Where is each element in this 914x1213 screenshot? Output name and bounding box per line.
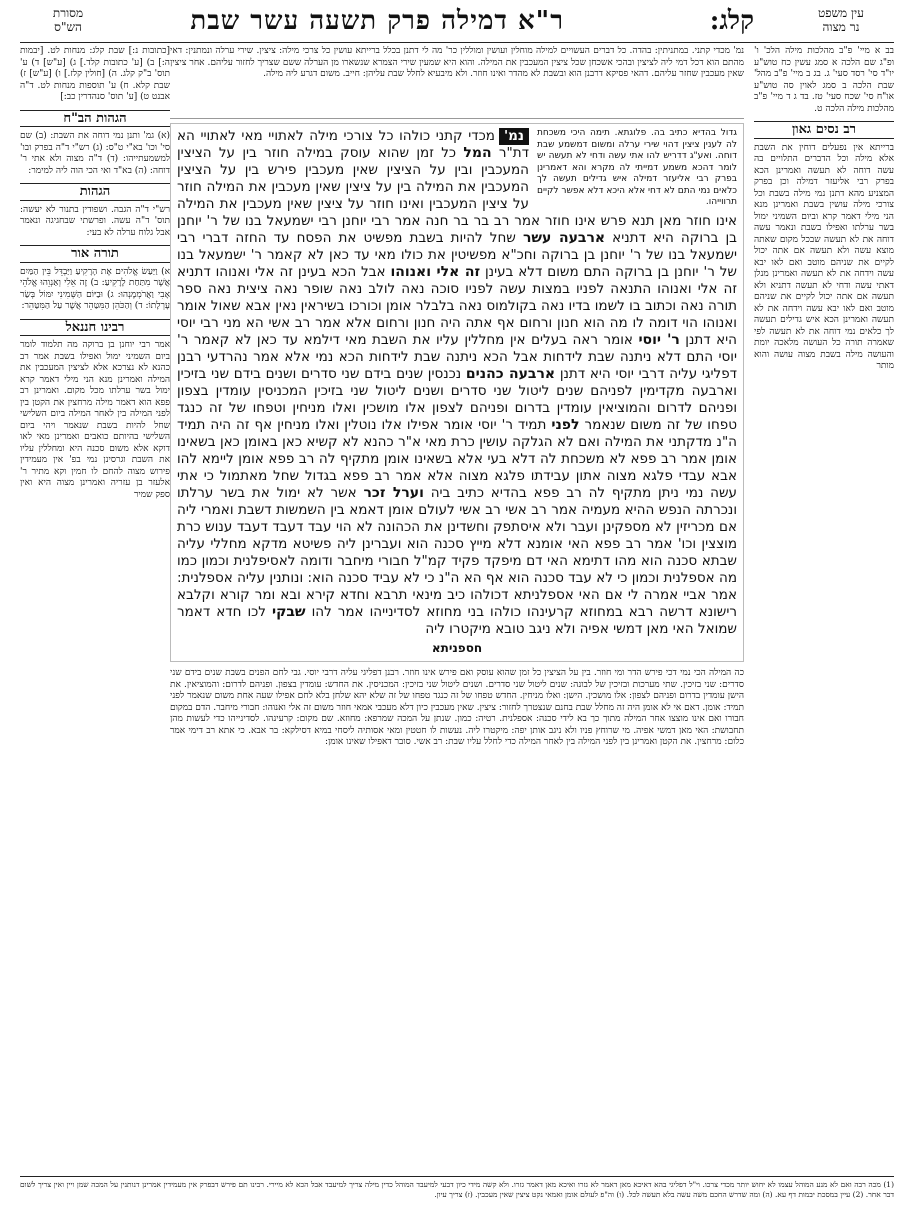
gemara-bold-7: וערל זכר	[363, 485, 424, 501]
rashi-commentary-top: נמ' מכדי קתני. במתניתין: בהדה. כל דברים העשויים למילה מוחלין ועושין ומוללין כר' מה לי דתנן בכלל ברייתא עושין כל צרכי מילה: ציצין. שירי ערלה ונמתנין: דאי מהתם הוא דכל דמי ליה לציצין ובהכי אשכחן שכל ציצין המעכבין את המילה. והוא היא שמעין שירי הצמרא שנשארו מן הערלה ששם שצריך לחזור עליהם. אחר ציצין שאין מעכבין שחזר עליהם. דהאי פסיקא דרבנן הוא ובשבת לא מהדר ואינו חוזר. ולא מיבעיא לחלל שבת עליהן: חייב. משום דגרע ליה מילה.	[170, 46, 744, 119]
gemara-bold-5: ארבעה כהנים	[465, 366, 556, 382]
ein-mishpat-label-line-1: עין משפט	[818, 6, 864, 20]
rav-nissim-title: רב נסים גאון	[754, 121, 894, 139]
torah-or-title: תורה אור	[20, 245, 170, 263]
tosafot-inset: גדול בהדיא כתיב בה. פלוגתא. תימה היכי משכחת לה לענין ציצין דהוי שירי ערלה ומשום דמשמע שבת דוחה. ואע"ג דדריש להו אתי עשה ודחי לא תעשה יש לומר דהכא משמע דמייתי לה מקרא והא דאמרינן בפרק רבי אליעזר דמילה איש גדילים תעשה לך כלאים נמי התם לא דחי אלא היכא דלא אפשר לקיים תרווייהו.	[537, 128, 737, 207]
masoret-label-line-1: מסורת	[52, 6, 84, 20]
right-margin-column	[754, 46, 894, 1156]
gemara-bold-2: ארבעה עשר	[522, 230, 606, 246]
gemara-text-7: תמיד ר' יוסי אומר אפילו אלו נוטלין ואלו מניחין אף זה היה תמיד ה"נ מדקתני את המילה ואם לא הגלקה עושין כרת מאי א"ר כהנא לא קשיא כאן באומן כאן בשאינו אומן אמר רב פפא לא משכחת לה דלא בעי אלא בשאינו אומן מתקיף לה רב פפא אומן ליימא להו אבא עבדי פלגא מצוה אתון עבידתו פלגא מצוה אלא אמר רב פפא בגדול שחל מאתמול כי אתי עשה נמי ניתן מתקיף לה רב פפא בהדיא כתיב ביה	[177, 417, 737, 501]
masoret-hashas-text: [כתובות נ:] שבת קלג: מנחות לט. [יבמות ה:] ב) [ע' כתובות קלד.] ג) [ע"ש] ד) ע' תוס' ב"ק קלג. ה) [חולין קלז.] ו) [ע"ש] ז) שבת קלא. ח) ע' תוספות מנחות לט. ד"ה אבנט ט) [ע' תוס' סנהדרין כב:]	[20, 46, 170, 102]
page-header	[20, 4, 894, 43]
torah-or-text: א) וַיַּעַשׂ אֱלֹהִים אֶת הָרָקִיעַ וַיַּבְדֵּל בֵּין הַמַּיִם אֲשֶׁר מִתַּחַת לָרָקִיעַ: ב) זֶה אֵלִי וְאַנְוֵהוּ אֱלֹהֵי אָבִי וַאֲרֹמְמֶנְהוּ: ג) וּבַיּוֹם הַשְּׁמִינִי יִמּוֹל בְּשַׂר עָרְלָתוֹ: ד) וְהַכֹּהֵן הַמִּטַּהֵר אֲשֶׁר עַל הַמִּטַּהֵר:	[20, 266, 170, 311]
hagahot-habach-title: הגהות הב"ח	[20, 110, 170, 128]
gemara-bold-3: זה אלי ואנוהו	[390, 264, 481, 280]
bottom-footnotes: (1) מכה רבה ואם לא מנע המוהל עצמו לא יחוש יותר מכדי צרכו. וי"ל דפליגי בהא דאיכא מאן דאמר לא גזרו ואיכא מאן דאמר גזרו. ולא קשה מידי כיון דבעי למיעבד המוהל כדין מילה צריך למיעבד אבל הכא לא מיירי. רבינו תם פירש דבפרק אין מעמידין אמרינן דנותנין על המכה שמן ויין ואין צריך לשום דבר אחר. (2) עיין במסכת יבמות דף עא. (ה) ומה שדרש החכם משה עשה בלא תעשה לכל. (ו) וה"פ לעולם אומן ואמאי נקט ציצין שאין מעכבין. (ז) צריך עיון.	[20, 1176, 894, 1199]
gemara-text-4: אבל הכא בעינן זה אלי ואנוהו דתניא זה אלי ואנוהו התנאה לפניו במצות עשה לפניו סוכה נאה לולב נאה שופר נאה ציצית נאה ספר תורה נאה וכתוב בו לשמו בדיו נאה בקולמוס נאה בלבלר אומן וכורכו בשיראין נאין אבא שאול אומר ואנוהו הוי דומה לו מה הוא חנון ורחום אף אתה היה חנון ורחום אלא אמר רב אשי הא מני רבי יוסי היא דתנן	[177, 264, 738, 348]
center-column	[170, 46, 744, 1156]
masoret-label	[28, 6, 108, 34]
gemara-main-text	[170, 123, 744, 662]
left-margin-column	[20, 46, 170, 1156]
rav-nissim-text: ברייתא אין נפעלים דוחין את השבת אלא מילה וכל הדברים התלויים בה עשה דוחה לא תעשה ואמרינן הכא בפרק רבי אליעזר דמילה וכן בפרק המצניע מהא דתנן נמי מילה בשבת וכל צורכי מילה עושין בשבת ואמרינן מנא הני מילי דאמר קרא וביום השמיני ימול בשר ערלתו ואפילו בשבת ונאמר עשה דוחה את לא תעשה שבכל מקום שאתה מוצא עשה ולא תעשה אם אתה יכול לקיים את שניהם מוטב ואם לאו יבא עשה וידחה את לא תעשה ואמרינן מנלן דאתי עשה ודחי לא תעשה דתניא ולא תעשה אם אתה יכול לקיים את שניהם מוטב ואם לאו יבא עשה וידחה את לא תעשה ואמרינן הכא איש גדילים תעשה לך כלאים נמי דוחה את לא תעשה לפי שאמרה תורה כל העושה מלאכה יומת והעושה מילה בשבת מצוה עושה והוא מותר	[754, 142, 894, 371]
rashi-commentary-lower: כה המילה הכי נמי דכי פירש הדר ומי חוזר. בין על הציצין כל זמן שהוא עוסק ואם פירש אינו חוזר. רבנן דפליגי עליה דרבי יוסי. גבי לחם הפנים בשבת שנים בידם שני סדרים: שני בזיכין. שתי מערכות ובזיכין של לבונה: שנים ליטול שני סדרים. ושנים ליטול שני בזיכין: המכניסין. את החדש: עומדין בצפון. ופניהם לדרום: והמוציאין. את הישן עומדין בדרום ופניהם לצפון: אלו מושכין. הישן: ואלו מניחין. החדש טפחו של זה כנגד טפחו של זה שלא יהא שלחן בלא לחם אפילו שעה אחת משום שנאמר לפני תמיד: אומן. דאם אי לא אומן היה זה מחלל שבת בחנם שנצטרך לחזור: ציצין. שאין מעכבין כיון דלא מעכבי אמאי חוזר משום זה אלי ואנוהו: חבורי מיחבר. הדם במקום חבורו ואם אינו מוצצו אחר המילה מתוך כך בא לידי סכנה: אספלנית. רטיה: כמון. שנתן על המכה שמרפא: מחוזא. שם מקום: קרעינהו. לסדינייהו כדי לעשות מהן תחבושת: האי מאן דמשי אפיה. מי שרוחץ פניו ולא ניגב אותן יפה: מיקטרו ליה. נעשות לו חטטין ומאי אסותיה ליסחי במיא דסילקא: בר אבא. כי אתא רב דימי אמר כלום: מרחצין. את הקטן ואמרינן בין לפני המילה בין לאחר המילה כדי לחלל עליו שבת: רב אשי. סובר דאפילו שאינו אומן:	[170, 668, 744, 747]
gemara-text-6: נכנסין שנים בידם שני סדרים ושנים בידם שני בזיכין וארבעה מקדימין לפניהם שנים ליטול שני סדרים ושנים ליטול שני בזיכין המכניסין עומדין בצפון ופניהם לדרום והמוציאין עומדין בדרום ופניהם לצפון אלו מושכין ואלו מניחין וטפחו של זה כנגד טפחו של זה משום שנאמר	[177, 366, 737, 433]
gemara-bold-8: שבקי	[271, 604, 306, 620]
ein-mishpat-text: בב א מיי' פ"ב מהלכות מילה הלכ' ו' ופ"ג שם הלכה א סמג עשין כח טוש"ע יו"ד סי' רסד סעי' ג. בג ב מיי' פ"ב מהל' שבת הלכה ב סמג לאוין סה טוש"ע או"ח סי' שכח סעי' טז. בד ג ד מיי' פ"ב מהלכות מילה הלכה ט.	[754, 46, 894, 114]
gemara-text-1: מכדי קתני כולהו כל צורכי מילה לאתויי מאי לאתויי הא דת"ר	[177, 128, 529, 161]
hagahot-text: רש"י ד"ה הגבה. ושפודין בתנור לא יעשה: תוס' ד"ה עשה. ופרשתי שבחגיגה ונאמר אבל גלוח ערלה לא בעי:	[20, 204, 170, 238]
page-title: ר"א דמילה פרק תשעה עשר שבת	[190, 6, 564, 36]
gemara-text-8: אשר לא ימול את בשר ערלתו ונכרתה הנפש ההיא מעמיה אמר רב אשי רב אשי לעולם אומן דאמא בין השמשות דשבת ואמרי ליה אם מכריזין לא מספקינן ועבר ולא איסתפק וחשדינן את הכהונה לא הוי עבד דעבד דעבד ענוש כרת מוצצין וכו' אמר רב פפא האי אומנא דלא מייץ סכנה הוא ועברינן ליה פשיטא מדקא מחללי עליה שבתא סכנה הוא מהו דתימא האי דם מיפקד פקיד קמ"ל חבורי מיחבר ודומה לאסיפלנית וכמון כמו מה אספלנית וכמון כי לא עבד סכנה הוא אף הא ה"נ כי לא עביד סכנה הוא: ונותנין עליה אספלנית: אמר אביי אמרה לי אם האי אספלניתא דכולהו כיב מינאי תרבא וחדא קירא ובא ומר קורא וקלבא רישונא דרשה רבא במחוזא קרעינהו כולהו בני מחוזא לסדינייהו אמר להו	[177, 485, 737, 620]
masoret-label-line-2: הש"ס	[54, 20, 82, 34]
ein-mishpat-label	[796, 6, 886, 34]
folio-number: קלג:	[709, 6, 754, 36]
hagahot-title: הגהות	[20, 183, 170, 201]
gemara-bold-6: לפני	[551, 417, 580, 433]
gemara-bold-4: ר' יוסי	[638, 332, 680, 348]
gemara-text-3: שחל להיות בשבת מפשיט את הפסח עד החזה דברי רבי ישמעאל בנו של ר' יוחנן בן ברוקה וחכ"א מפשיטין את כולו מאי עד כאן לא קאמר ר' ישמעאל בנו של ר' יוחנן בן ברוקה התם משום דלא בעינן	[177, 230, 737, 280]
gemara-text-9: לכו חדא דאמר שמואל האי מאן דמשי אפיה ולא ניגב טובא מיקטרו ליה	[177, 604, 737, 637]
gemara-end-word: חספניתא	[431, 641, 483, 655]
gemara-bold-1: המל	[463, 145, 492, 161]
rabbeinu-chananel-title: רבינו חננאל	[20, 319, 170, 337]
gemara-text-5: אומר ראה בעלים אין מחללין עליו את השבת מאי דילמא עד כאן לא קאמר ר' יוסי התם דלא ניתנה שבת לידחות אבל הכא ניתנה שבת לידחות הכא נמי אלא אמר נהרדעי רבנן דפליגי עליה דרבי יוסי היא דתנן	[177, 332, 737, 382]
ein-mishpat-label-line-2: נר מצוה	[822, 20, 860, 34]
gemara-opener: נמ'	[499, 128, 529, 145]
hagahot-habach-text: (א) גמ' ותנן נמי דוחה את השבת: (ב) שם סי' וכו' בא"י ט"ס: (ג) רש"י ד"ה בפרק ובו' למשמעתייהו: (ד) ד"ה מצוה ולא אתי ר' דוחה: (ה) בא"ד ואי הכי הוה ליה למימר:	[20, 131, 170, 176]
rabbeinu-chananel-text: אמר רבי יוחנן בן ברוקה מה תלמוד לומר ביום השמיני ימול ואפילו בשבת אמר רב כהנא לא נצרכא אלא לציצין המעכבין את המילה ואמרינן מנא הני מילי דאמר קרא ימול בשר ערלתו מכל מקום. ואמרינן רב פפא הוא דאמר מילה מרחצין את הקטן בין לפני המילה בין לאחר המילה ביום השלישי שחל להיות בשבת שנאמר ויהי ביום השלישי בהיותם כואבים ואמרינן מאי לאו דוקא אלא משום סכנה היא ומחללין עליו את השבת וגרסינן נמי בפ' אין מעמידין פירוש מצוה להחם לו חמין וקא מתיר ר' אלעזר בן עזריה ואמרינן מצוה היא ואין ספק שמיר	[20, 340, 170, 500]
gemara-text-2: כל זמן שהוא עוסק במילה חוזר בין על הציצין המעכבין ובין על הציצין שאין מעכבין פירש בין על הציצין המעכבין את המילה בין על ציצין שאין מעכבין את המילה חוזר על ציצין המעכבין ואינו חוזר על ציצין שאין מעכבין את המילה אינו חוזר מאן תנא פרש אינו חוזר אמר רב בר בר חנה אמר רבי יוחנן רבי ישמעאל בנו של ר' יוחנן בן ברוקה היא דתניא	[177, 145, 737, 246]
